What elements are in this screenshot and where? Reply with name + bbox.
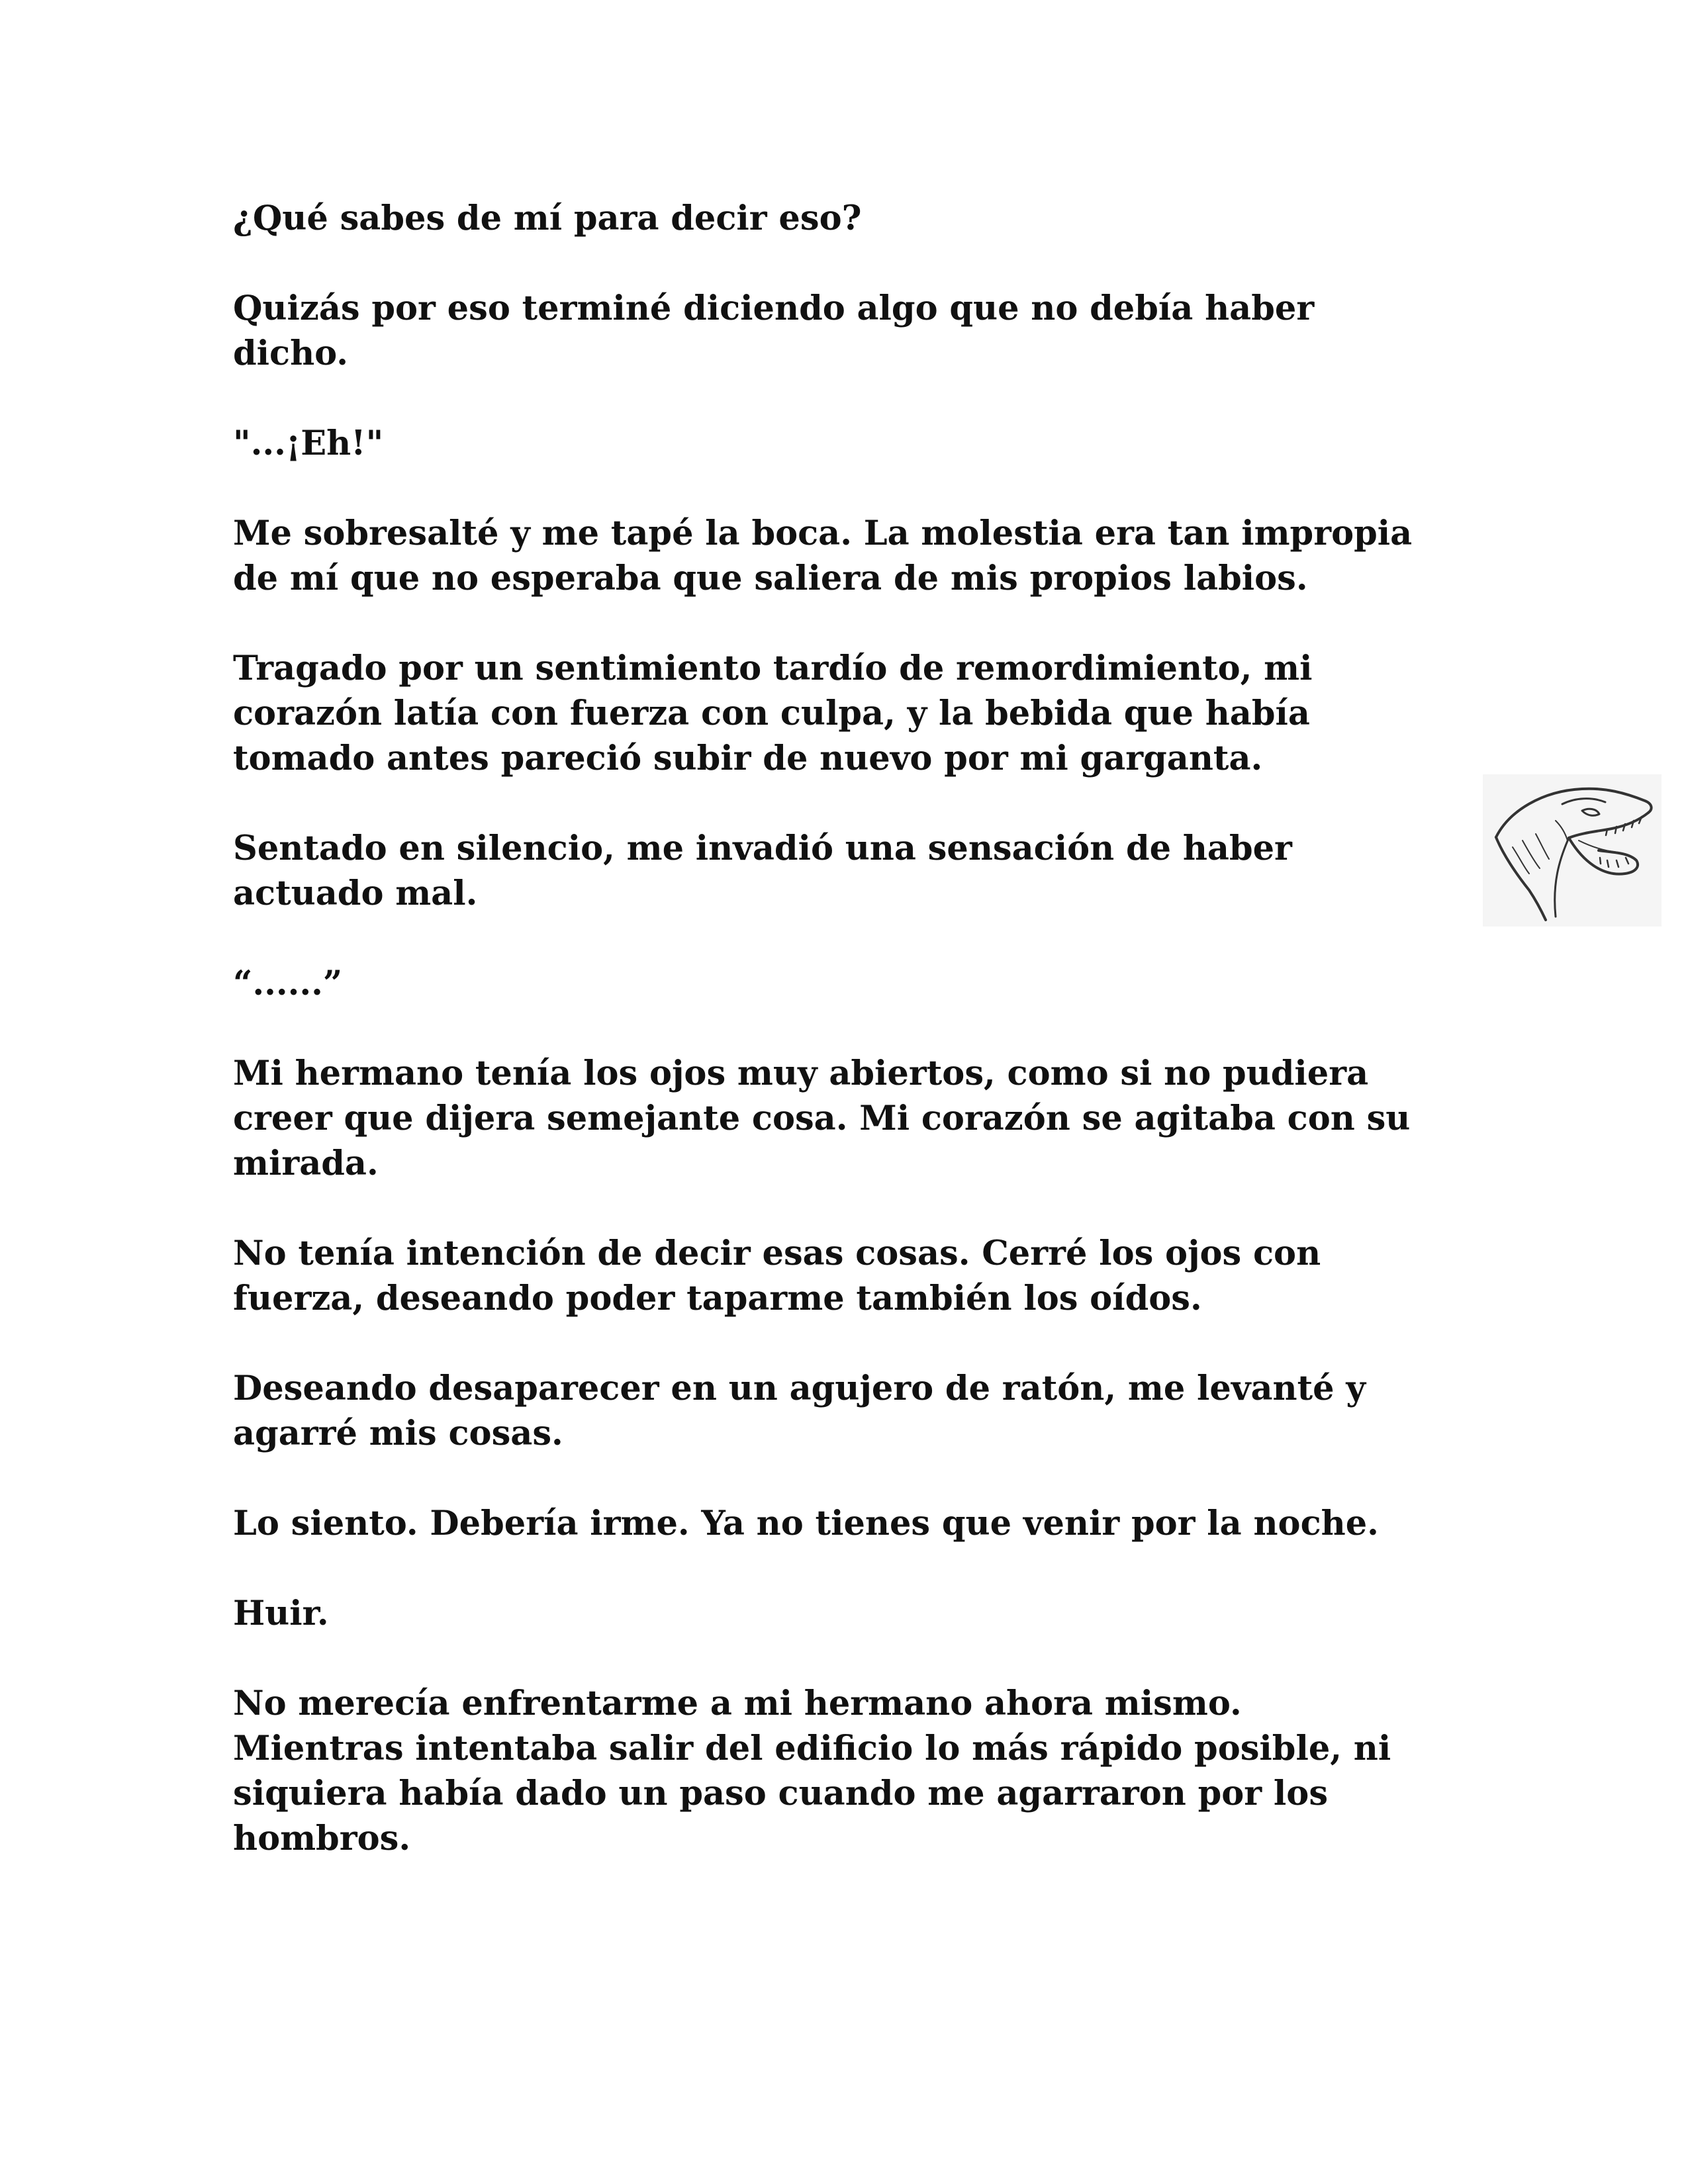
paragraph-9: No tenía intención de decir esas cosas. Cerré los ojos con fuerza, deseando poder taparme también los oídos. [233, 1234, 1321, 1318]
paragraph-13: No merecía enfrentarme a mi hermano ahora mismo. Mientras intentaba salir del edificio lo más rápido posible, ni siquiera había dado un paso cuando me agarraron por los hombros. [233, 1684, 1391, 1858]
paragraph-8: Mi hermano tenía los ojos muy abiertos, como si no pudiera creer que dijera semejante cosa. Mi corazón se agitaba con su mirada. [233, 1054, 1411, 1183]
paragraph-12: Huir. [233, 1594, 329, 1633]
paragraph-2: Quizás por eso terminé diciendo algo que no debía haber dicho. [233, 289, 1315, 373]
paragraph-4: Me sobresalté y me tapé la boca. La molestia era tan impropia de mí que no esperaba que saliera de mis propios labios. [233, 514, 1413, 598]
dinosaur-head-svg [1483, 774, 1662, 927]
paragraph-10: Deseando desaparecer en un agujero de ratón, me levanté y agarré mis cosas. [233, 1369, 1366, 1453]
paragraph-5: Tragado por un sentimiento tardío de remordimiento, mi corazón latía con fuerza con culpa, y la bebida que había tomado antes pareció subir de nuevo por mi garganta. [233, 649, 1313, 778]
paragraph-3: "...¡Eh!" [233, 424, 384, 463]
paragraph-11: Lo siento. Debería irme. Ya no tienes que venir por la noche. [233, 1504, 1379, 1543]
paragraph-7: “......” [233, 964, 343, 1003]
paragraph-1: ¿Qué sabes de mí para decir eso? [233, 199, 862, 238]
paragraph-6: Sentado en silencio, me invadió una sensación de haber actuado mal. [233, 829, 1292, 913]
body-text [233, 196, 1458, 1906]
dinosaur-head-sketch-icon [1483, 774, 1662, 927]
